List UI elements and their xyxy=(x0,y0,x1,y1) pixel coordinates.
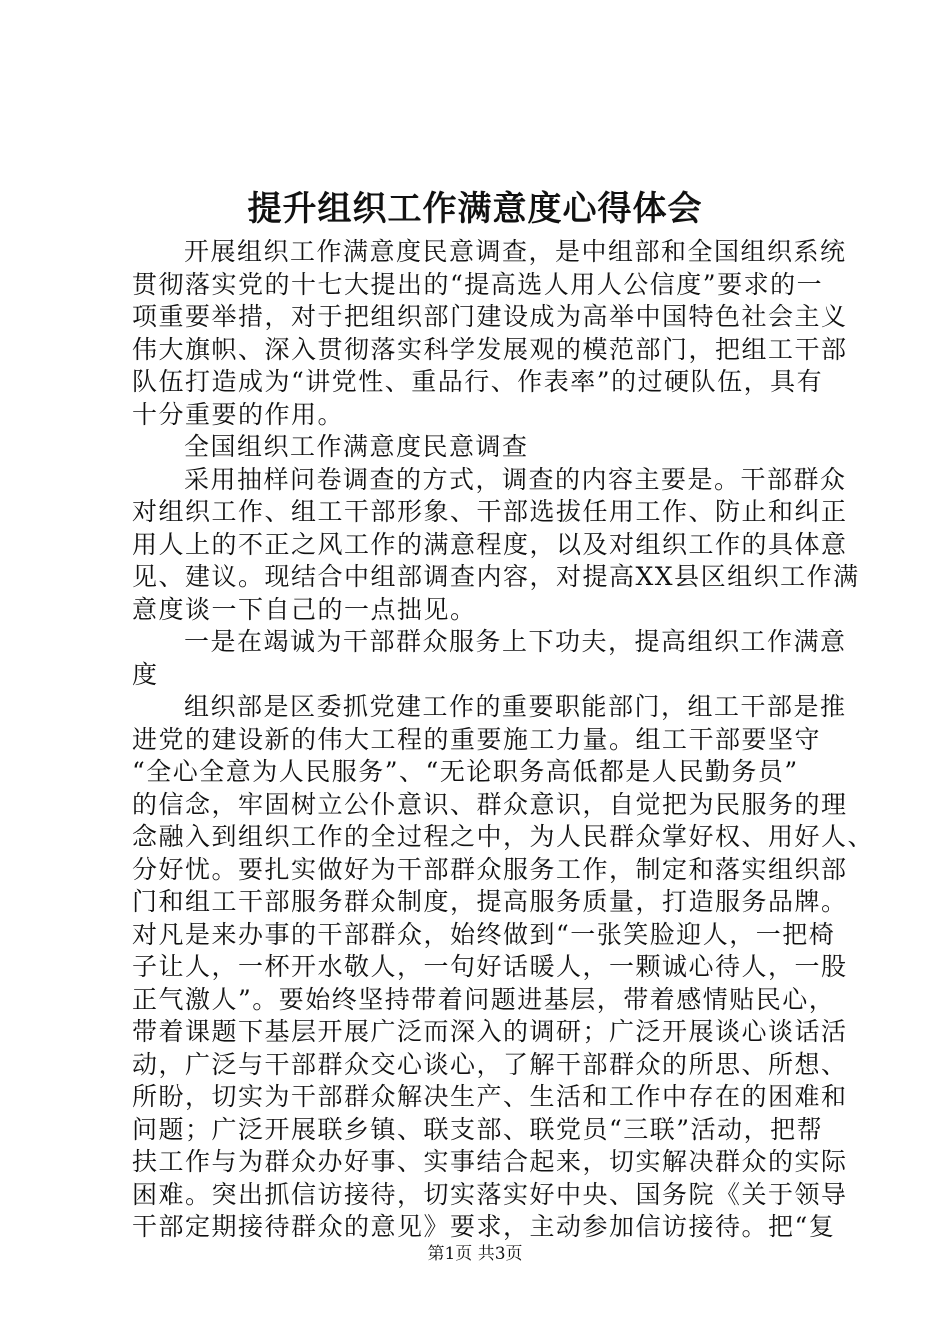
text-line: 所盼，切实为干部群众解决生产、生活和工作中存在的困难和 xyxy=(132,1082,848,1111)
text-line: 开展组织工作满意度民意调查，是中组部和全国组织系统 xyxy=(184,237,847,266)
text-line: 正气激人”。要始终坚持带着问题进基层，带着感情贴民心， xyxy=(132,984,836,1014)
text-line: 对凡是来办事的干部群众，始终做到“一张笑脸迎人，一把椅 xyxy=(132,919,836,949)
text-line: 扶工作与为群众办好事、实事结合起来，切实解决群众的实际 xyxy=(132,1147,848,1176)
text-line: 进党的建设新的伟大工程的重要施工力量。组工干部要坚守 xyxy=(132,724,822,754)
text-line: 采用抽样问卷调查的方式，调查的内容主要是。干部群众 xyxy=(184,464,847,494)
text-line: 对组织工作、组工干部形象、干部选拔任用工作、防止和纠正 xyxy=(132,497,848,526)
section-heading: 度 xyxy=(132,659,159,689)
section-heading: 一是在竭诚为干部群众服务上下功夫，提高组织工作满意 xyxy=(184,627,847,656)
text-line: 的信念，牢固树立公仆意识、群众意识，自觉把为民服务的理 xyxy=(132,789,848,819)
text-line: 贯彻落实党的十七大提出的“提高选人用人公信度”要求的一 xyxy=(132,269,824,299)
text-line: 子让人，一杯开水敬人，一句好话暖人，一颗诚心待人，一股 xyxy=(132,952,848,981)
text-line: 干部定期接待群众的意见》要求，主动参加信访接待。把“复 xyxy=(132,1212,836,1241)
text-line: “全心全意为人民服务”、“无论职务高低都是人民勤务员” xyxy=(132,757,799,786)
text-line: 念融入到组织工作的全过程之中，为人民群众掌好权、用好人、 xyxy=(132,822,875,851)
text-line: 见、建议。现结合中组部调查内容，对提高XX县区组织工作满 xyxy=(132,562,860,591)
text-line: 困难。突出抓信访接待，切实落实好中央、国务院《关于领导 xyxy=(132,1179,848,1209)
text-line: 动，广泛与干部群众交心谈心，了解干部群众的所思、所想、 xyxy=(132,1049,848,1079)
document-title: 提升组织工作满意度心得体会 xyxy=(247,189,703,229)
text-line: 问题；广泛开展联乡镇、联支部、联党员“三联”活动，把帮 xyxy=(132,1114,824,1144)
text-line: 分好忧。要扎实做好为干部群众服务工作，制定和落实组织部 xyxy=(132,854,848,884)
text-line: 队伍打造成为“讲党性、重品行、作表率”的过硬队伍，具有 xyxy=(132,367,824,396)
text-line: 十分重要的作用。 xyxy=(132,399,345,429)
text-line: 门和组工干部服务群众制度，提高服务质量，打造服务品牌。 xyxy=(132,887,848,916)
section-heading: 全国组织工作满意度民意调查 xyxy=(184,432,529,461)
text-line: 用人上的不正之风工作的满意程度，以及对组织工作的具体意 xyxy=(132,529,848,559)
text-line: 组织部是区委抓党建工作的重要职能部门，组工干部是推 xyxy=(184,692,847,721)
text-line: 带着课题下基层开展广泛而深入的调研；广泛开展谈心谈话活 xyxy=(132,1017,848,1046)
text-line: 伟大旗帜、深入贯彻落实科学发展观的模范部门，把组工干部 xyxy=(132,334,848,364)
text-line: 意度谈一下自己的一点拙见。 xyxy=(132,594,477,624)
document-body xyxy=(132,236,875,1244)
page-number-footer: 第1页 共3页 xyxy=(427,1244,523,1264)
text-line: 项重要举措，对于把组织部门建设成为高举中国特色社会主义 xyxy=(132,302,848,331)
